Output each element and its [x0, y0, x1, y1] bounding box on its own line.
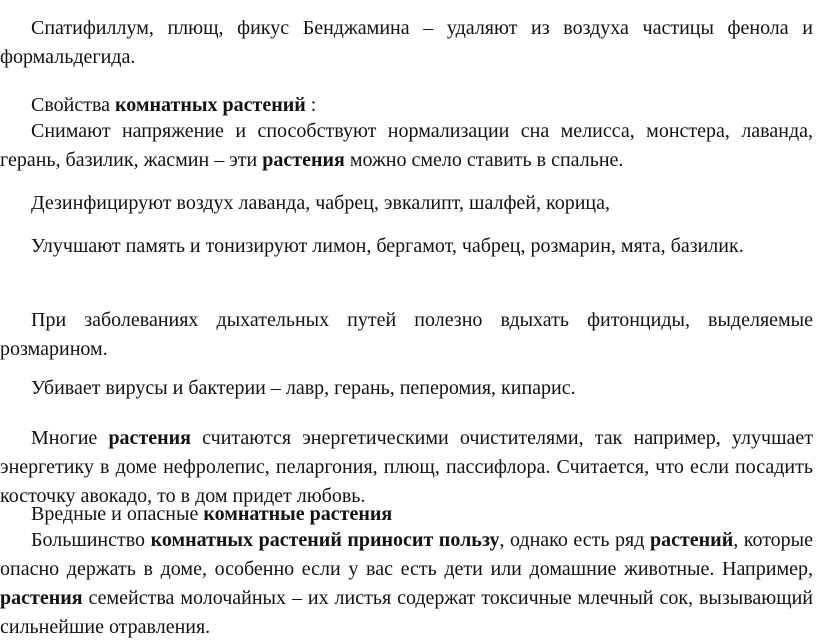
bold-term: комнатных растений приносит пользу [150, 529, 500, 551]
bold-term: комнатные растения [203, 503, 393, 525]
bold-term: растения [0, 587, 83, 609]
paragraph-properties-heading [0, 91, 813, 120]
bold-term: комнатных растений [115, 94, 306, 116]
paragraph-respiratory: При заболеваниях дыхательных путей полезно вдыхать фитонциды, выделяемые розмарином. [0, 309, 813, 360]
paragraph-kill-viruses: Убивает вирусы и бактерии – лавр, герань, пеперомия, кипарис. [31, 377, 576, 399]
paragraph-improve-memory: Улучшают память и тонизируют лимон, бергамот, чабрец, розмарин, мята, базилик. [31, 235, 744, 257]
paragraph-relieve-stress [0, 117, 813, 175]
text-run: Большинство [31, 529, 151, 551]
bold-term: растения [262, 149, 345, 171]
text-run: : [305, 94, 317, 116]
bold-term: растений [649, 529, 734, 551]
text-run: Свойства [31, 94, 116, 116]
paragraph-plants-phenol: Спатифиллум, плющ, фикус Бенджамина – удаляют из воздуха частицы фенола и формальдегида. [0, 17, 813, 68]
paragraph-energy-cleaners [0, 424, 813, 511]
text-run: , которые опасно держать в доме, особенно если у вас есть дети или домашние животные. Например, [0, 529, 813, 580]
text-run: семейства молочайных – их листья содержат токсичные млечный сок, вызывающий сильнейшие отравления. [0, 587, 813, 638]
text-run: Снимают напряжение и способствуют нормализации сна мелисса, монстера, лаванда, герань, базилик, жасмин – эти [0, 120, 813, 171]
text-run: , однако есть ряд [499, 529, 650, 551]
text-run: можно смело ставить в спальне. [344, 149, 624, 171]
bold-term: растения [108, 427, 192, 449]
text-run: считаются энергетическими очистителями, так например, улучшает энергетику в доме нефролепис, пеларгония, плющ, пассифлора. Считается, что если посадить косточку авокадо, то в дом придет любовь. [0, 427, 813, 507]
paragraph-disinfect-air: Дезинфицируют воздух лаванда, чабрец, эвкалипт, шалфей, корица, [31, 192, 610, 214]
text-run: Вредные и опасные [31, 503, 204, 525]
paragraph-dangerous-heading [0, 500, 813, 529]
text-run: Многие [31, 427, 109, 449]
paragraph-dangerous-plants [0, 526, 813, 642]
